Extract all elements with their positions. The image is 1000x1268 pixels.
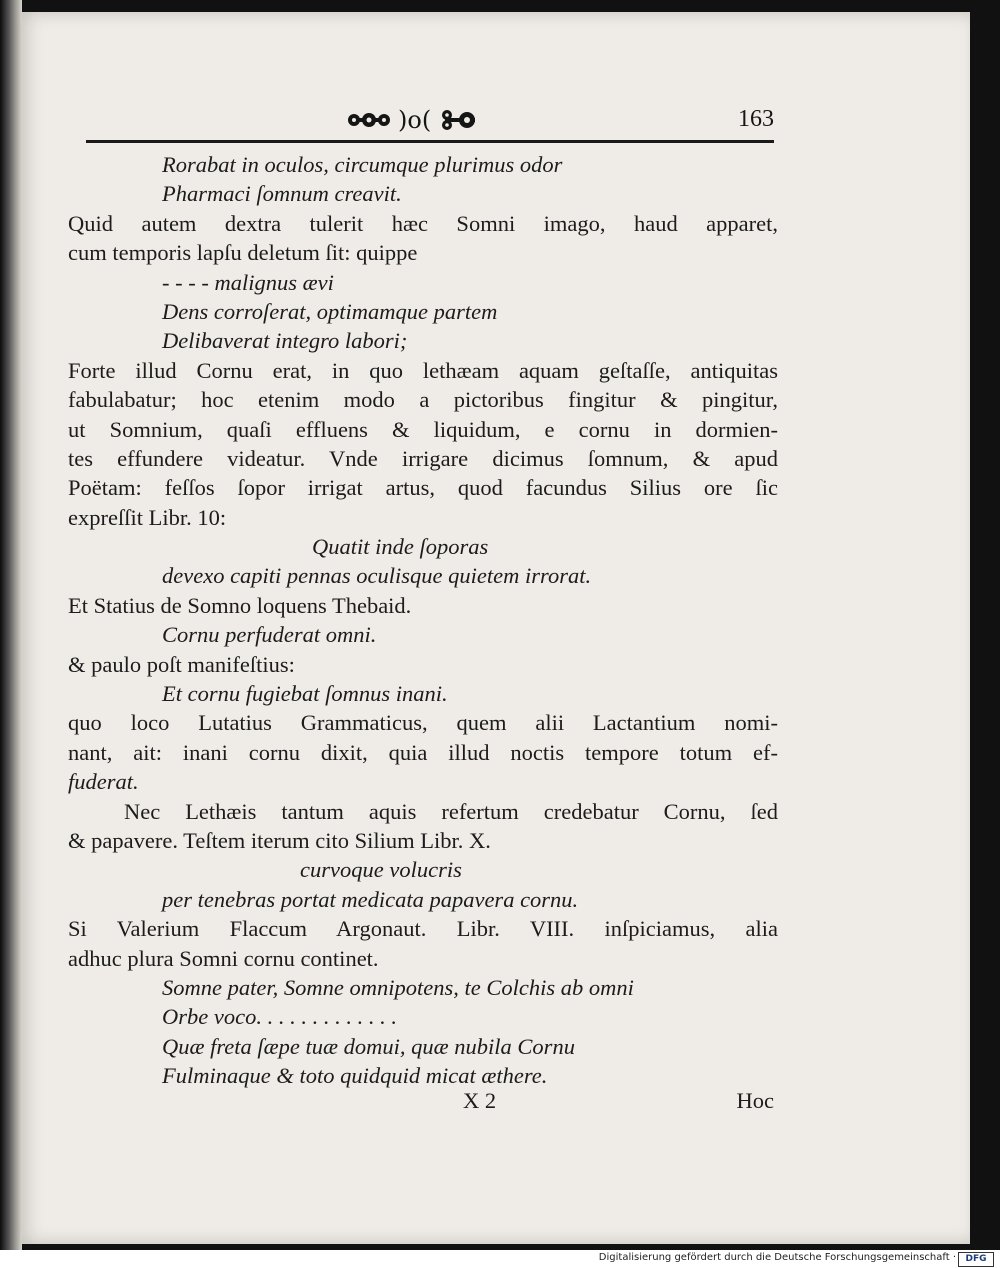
text-line: fuderat. (68, 769, 139, 795)
text-line: tes effundere videatur. Vnde irrigare dicimus ſomnum, & apud (68, 445, 778, 471)
catchword: Hoc (736, 1088, 774, 1113)
binding-shadow (0, 0, 22, 1250)
header-rule (86, 140, 774, 143)
text-line: Quatit inde ſoporas (312, 534, 489, 560)
flower-ornament-icon (346, 109, 392, 131)
text-line: & paulo poſt manifeſtius: (68, 651, 295, 677)
text-line: Et cornu fugiebat ſomnus inani. (162, 681, 448, 707)
text-line: per tenebras portat medicata papavera cornu. (162, 886, 579, 912)
funding-caption: Digitalisierung gefördert durch die Deutsche Forschungsgemeinschaft · (598, 1252, 956, 1263)
text-line: Fulminaque & toto quidquid micat æthere. (162, 1063, 548, 1089)
text-line: ut Somnium, quaſi effluens & liquidum, e cornu in dormien- (68, 416, 778, 442)
text-line: Quid autem dextra tulerit hæc Somni imago, haud apparet, (68, 210, 778, 236)
text-line: Nec Lethæis tantum aquis refertum credebatur Cornu, ſed (124, 798, 778, 824)
text-line: quo loco Lutatius Grammaticus, quem alii Lactantium nomi- (68, 710, 778, 736)
text-line: Rorabat in oculos, circumque plurimus odor (162, 152, 563, 177)
text-line: Quæ freta ſæpe tuæ domui, quæ nubila Cornu (162, 1033, 575, 1059)
text-line: adhuc plura Somni cornu continet. (68, 945, 379, 971)
text-line: expreſſit Libr. 10: (68, 504, 227, 530)
ornament-center: )o( (398, 106, 432, 134)
text-line: Forte illud Cornu erat, in quo lethæam aquam geſtaſſe, antiquitas (68, 357, 778, 383)
text-line: Si Valerium Flaccum Argonaut. Libr. VIII. inſpiciamus, alia (68, 916, 778, 942)
text-line: & papavere. Teſtem iterum cito Silium Libr. X. (68, 827, 491, 853)
signature-mark: X 2 (463, 1088, 497, 1113)
page-number: 163 (738, 106, 774, 132)
text-line: cum temporis lapſu deletum ſit: quippe (68, 240, 418, 266)
funding-bar (0, 1250, 1000, 1268)
header-ornament (346, 104, 483, 136)
body-text (68, 150, 778, 1091)
text-line: Poëtam: feſſos ſopor irrigat artus, quod facundus Silius ore ſic (68, 475, 778, 501)
text-line: curvoque volucris (300, 857, 462, 883)
text-line: Somne pater, Somne omnipotens, te Colchis ab omni (162, 974, 634, 1000)
page-footer (68, 1088, 774, 1118)
text-line: devexo capiti pennas oculisque quietem irrorat. (162, 563, 592, 589)
running-head (86, 100, 774, 144)
text-line: Pharmaci ſomnum creavit. (162, 181, 402, 207)
text-line: Dens corroſerat, optimamque partem (162, 298, 498, 324)
text-line: Orbe voco. . . . . . . . . . . . . (162, 1004, 397, 1030)
text-line: fabulabatur; hoc etenim modo a pictoribus fingitur & pingitur, (68, 387, 778, 413)
text-line: - - - - malignus ævi (162, 269, 334, 295)
text-line: Delibaverat integro labori; (162, 328, 408, 354)
text-line: Et Statius de Somno loquens Thebaid. (68, 592, 412, 618)
dfg-logo: DFG (958, 1252, 994, 1267)
flower-ornament-icon (437, 109, 483, 131)
text-line: nant, ait: inani cornu dixit, quia illud noctis tempore totum ef- (68, 739, 778, 765)
text-line: Cornu perfuderat omni. (162, 622, 377, 648)
